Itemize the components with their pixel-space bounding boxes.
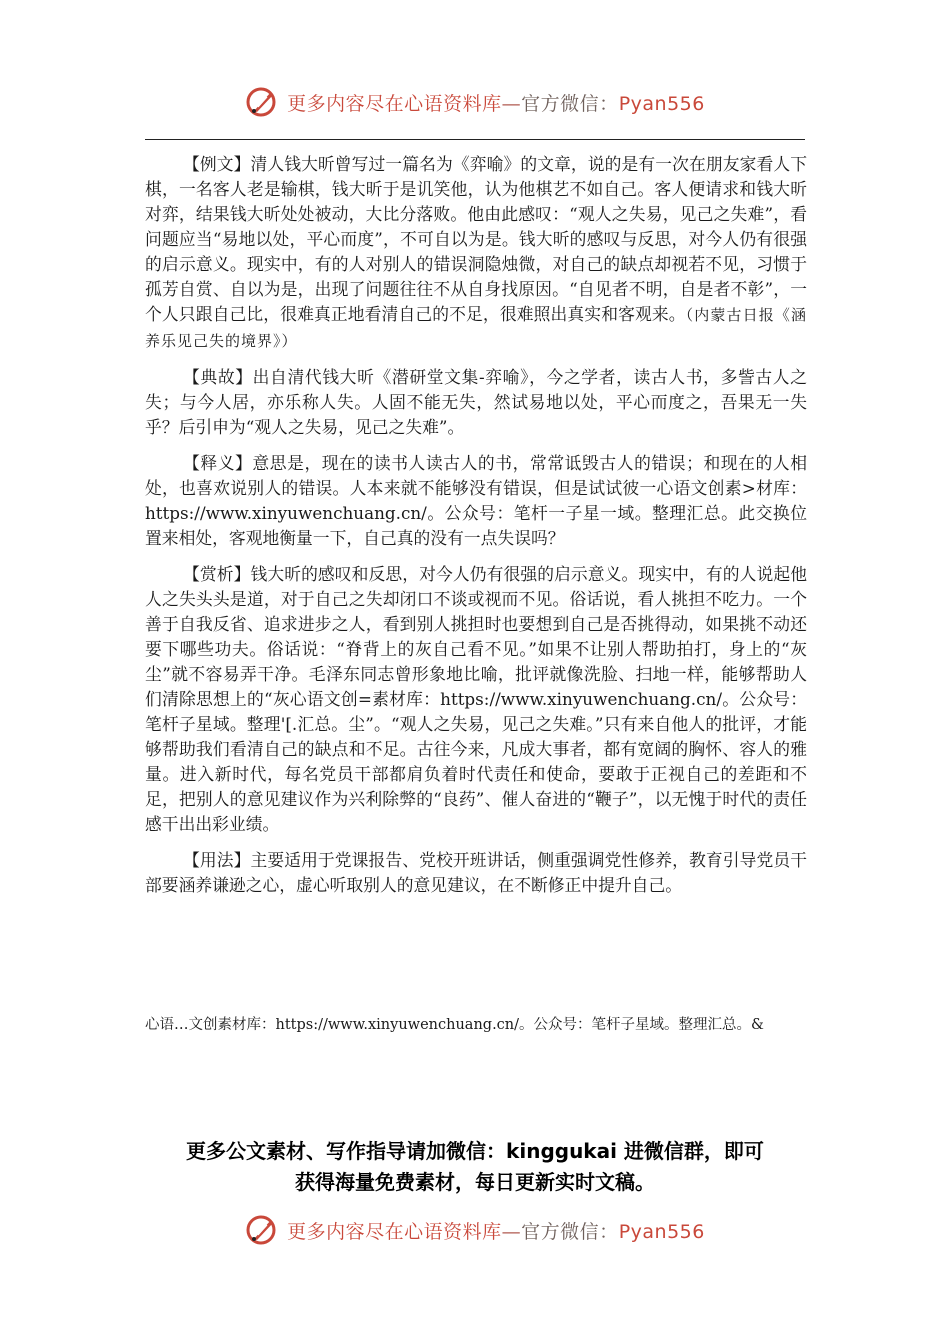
banner-dash: — bbox=[501, 92, 522, 115]
section-meaning bbox=[145, 451, 807, 551]
banner-main: 更多内容尽在心语资料库 bbox=[287, 92, 502, 115]
promo-block bbox=[0, 1136, 950, 1198]
section-tag: 【赏析】 bbox=[183, 564, 251, 584]
quill-logo-icon bbox=[245, 1213, 279, 1247]
promo-line-1: 更多公文素材、写作指导请加微信：kinggukai 进微信群，即可 bbox=[186, 1139, 764, 1163]
section-text: 意思是，现在的读书人读古人的书，常常诋毁古人的错误；和现在的人相处，也喜欢说别人的错误。人本来就不能够没有错误，但是试试彼一心语文创素>材库：https://www.xinyuwenchuang.cn/。公众号：笔杆一子星一域。整理汇总。此交换位置来相处，客观地衡量一下，自己真的没有一点失误吗？ bbox=[145, 453, 807, 548]
section-text: 主要适用于党课报告、党校开班讲话，侧重强调党性修养，教育引导党员干部要涵养谦逊之心，虚心听取别人的意见建议，在不断修正中提升自己。 bbox=[145, 850, 807, 895]
section-example bbox=[145, 152, 807, 354]
banner-official: 官方微信： bbox=[521, 1220, 619, 1243]
quill-logo-icon bbox=[245, 85, 279, 119]
section-allusion bbox=[145, 365, 807, 440]
section-text: 清人钱大昕曾写过一篇名为《弈喻》的文章，说的是有一次在朋友家看人下棋，一名客人老是输棋，钱大昕于是讥笑他，认为他棋艺不如自己。客人便请求和钱大昕对弈，结果钱大昕处处被动，大比分落败。他由此感叹：“观人之失易，见己之失难”，看问题应当“易地以处，平心而度”，不可自以为是。钱大昕的感叹与反思，对今人仍有很强的启示意义。现实中，有的人对别人的错误洞隐烛微，对自己的缺点却视若不见，习惯于孤芳自赏、自以为是，出现了问题往往不从自身找原因。“自见者不明，自是者不彰”，一个人只跟自己比，很难真正地看清自己的不足，很难照出真实和客观来。 bbox=[145, 154, 807, 324]
banner-account: Pyan556 bbox=[618, 92, 705, 115]
banner-main: 更多内容尽在心语资料库 bbox=[287, 1220, 502, 1243]
bottom-banner bbox=[0, 1210, 950, 1250]
section-usage bbox=[145, 848, 807, 898]
promo-line-2: 获得海量免费素材，每日更新实时文稿。 bbox=[295, 1170, 655, 1194]
section-tag: 【用法】 bbox=[183, 850, 251, 870]
source-footer-line: 心语…文创素材库：https://www.xinyuwenchuang.cn/。公众号：笔杆子星域。整理汇总。& bbox=[145, 1017, 764, 1033]
banner-text bbox=[287, 1217, 705, 1244]
banner-account: Pyan556 bbox=[618, 1220, 705, 1243]
top-banner bbox=[0, 82, 950, 122]
section-source: （内蒙古日报《涵养乐见己失的境界》） bbox=[145, 306, 807, 350]
section-text: 出自清代钱大昕《潜研堂文集-弈喻》，今之学者，读古人书，多訾古人之失；与今人居，亦乐称人失。人固不能无失，然试易地以处，平心而度之，吾果无一失乎？后引申为“观人之失易，见己之失难”。 bbox=[145, 367, 807, 437]
document-body bbox=[145, 152, 807, 909]
banner-official: 官方微信： bbox=[521, 92, 619, 115]
banner-text bbox=[287, 89, 705, 116]
header-divider bbox=[145, 139, 805, 140]
section-text: 钱大昕的感叹和反思，对今人仍有很强的启示意义。现实中，有的人说起他人之失头头是道，对于自己之失却闭口不谈或视而不见。俗话说，看人挑担不吃力。一个善于自我反省、追求进步之人，看到别人挑担时也要想到自己是否挑得动，如果挑不动还要下哪些功夫。俗话说：“脊背上的灰自己看不见。”如果不让别人帮助拍打，身上的“灰尘”就不容易弄干净。毛泽东同志曾形象地比喻，批评就像洗脸、扫地一样，能够帮助人们清除思想上的“灰心语文创=素材库：https://www.xinyuwenchuang.cn/。公众号：笔杆子星域。整理'[.汇总。尘”。“观人之失易，见己之失难。”只有来自他人的批评，才能够帮助我们看清自己的缺点和不足。古往今来，凡成大事者，都有宽阔的胸怀、容人的雅量。进入新时代，每名党员干部都肩负着时代责任和使命，要敢于正视自己的差距和不足，把别人的意见建议作为兴利除弊的“良药”、催人奋进的“鞭子”，以无愧于时代的责任感干出出彩业绩。 bbox=[145, 564, 807, 834]
section-tag: 【典故】 bbox=[183, 367, 253, 387]
banner-dash: — bbox=[501, 1220, 522, 1243]
section-analysis bbox=[145, 562, 807, 837]
section-tag: 【释义】 bbox=[183, 453, 253, 473]
section-tag: 【例文】 bbox=[183, 154, 251, 174]
